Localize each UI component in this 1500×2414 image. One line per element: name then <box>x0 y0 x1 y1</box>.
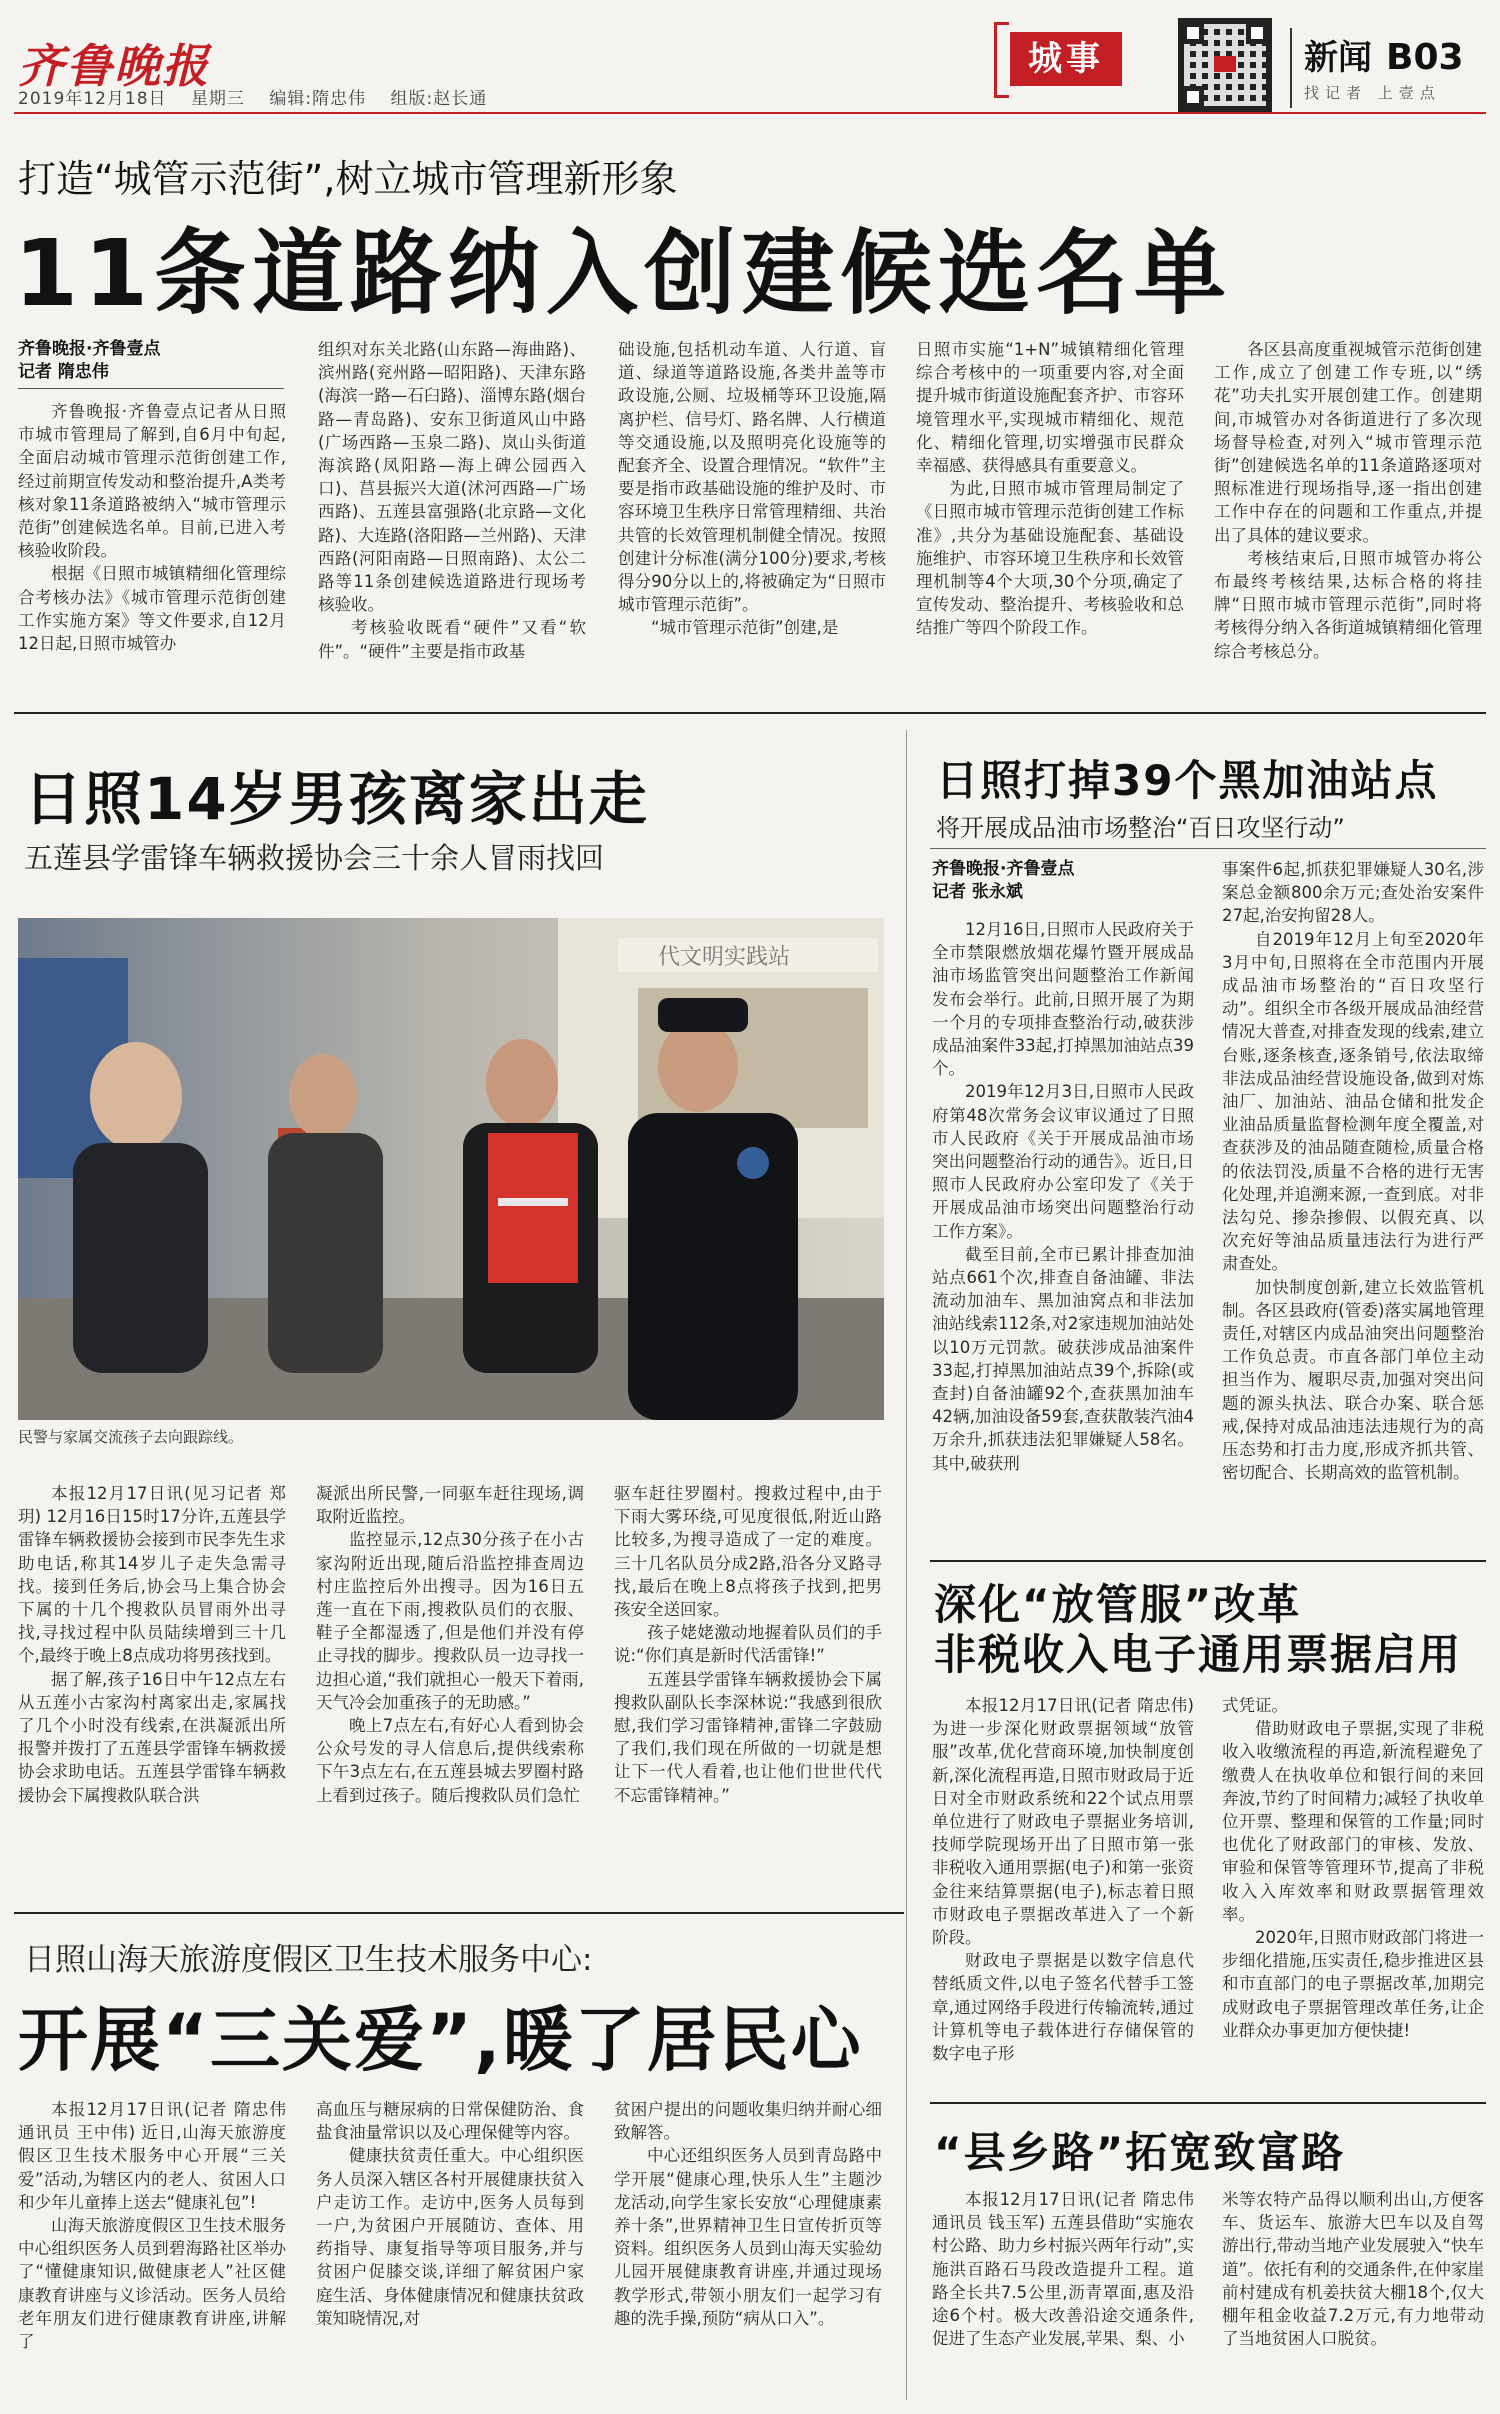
article1-col2-p2: 考核验收既看“硬件”又看“软件”。“硬件”主要是指市政基 <box>318 618 586 661</box>
page-label: 新闻 <box>1304 38 1372 78</box>
photo-sign-text: 代文明实践站 <box>658 945 791 970</box>
article6-col2-p1: 米等农特产品得以顺利出山,方便客车、货运车、旅游大巴车以及自驾游出行,带动当地产业发展驶入“快车道”。依托有利的交通条件,在仲家崖前村建成有机姜扶贫大棚18个,仅大棚年租金收益7.2万元,有力地带动了当地贫困人口脱贫。 <box>1222 2190 1484 2349</box>
article4-col1-p3: 截至目前,全市已累计排查加油站点661个次,排查自备油罐、非法流动加油车、黑加油窝点和非法加油站线索112条,对2家违规加油站处以10万元罚款。破获涉成品油案件33起,打掉黑加油站点39个,拆除(或查封)自备油罐92个,查获黑加油车42辆,加油设备59套,查获散装汽油4万余升,抓获违法犯罪嫌疑人58名。其中,破获刑 <box>932 1244 1194 1473</box>
article4-col2-p3: 加快制度创新,建立长效监管机制。各区县政府(管委)落实属地管理责任,对辖区内成品油突出问题整治工作负总责。市直各部门单位主动担当作为、履职尽责,加强对突出问题的源头执法、联合办案、联合惩戒,保持对成品油违法违规行为的高压态势和打击力度,形成齐抓共管、密切配合、长期高效的监管机制。 <box>1222 1277 1484 1483</box>
article1-col1-p2: 根据《日照市城镇精细化管理综合考核办法》《城市管理示范街创建工作实施方案》等文件要求,自12月12日起,日照市城管办 <box>18 564 286 654</box>
article1-col4-p2: 为此,日照市城市管理局制定了《日照市城市管理示范街创建工作标准》,共分为基础设施配套、基础设施维护、市容环境卫生秩序和长效管理机制等4个大项,30个分项,确定了宣传发动、整治提升、考核验收和总结推广等四个阶段工作。 <box>916 479 1184 638</box>
issue-editor: 编辑:隋忠伟 <box>269 89 367 109</box>
article1-kicker: 打造“城管示范街”,树立城市管理新形象 <box>18 157 678 201</box>
article6-col2 <box>1222 2188 1484 2398</box>
article2-col3-p3: 五莲县学雷锋车辆救援协会下属搜救队副队长李深林说:“我感到很欣慰,我们学习雷锋精神,雷锋二字鼓励了我们,我们现在所做的一切就是想让下一代人看着,也让他们世世代代不忘雷锋精神。” <box>614 1669 882 1805</box>
article5-col1-p2: 财政电子票据是以数字信息代替纸质文件,以电子签名代替手工签章,通过网络手段进行传输流转,通过计算机等电子载体进行存储保管的数字电子形 <box>932 1951 1194 2064</box>
article4-col2-p1: 事案件6起,抓获犯罪嫌疑人30名,涉案总金额800余万元;查处治安案件27起,治安拘留28人。 <box>1222 860 1484 926</box>
article5-col1-p1: 本报12月17日讯(记者 隋忠伟) 为进一步深化财政票据领域“放管服”改革,优化营商环境,加快制度创新,深化流程再造,日照市财政局于近日对全市财政系统和22个试点用票单位进行了财政电子票据业务培训,技师学院现场开出了日照市第一张非税收入通用票据(电子)和第一张资金往来结算票据(电子),标志着日照市财政电子票据改革进入了一个新阶段。 <box>932 1696 1194 1948</box>
article1-col4-p1: 日照市实施“1+N”城镇精细化管理综合考核中的一项重要内容,对全面提升城市街道设施配套齐护、市容环境管理水平,实现城市精细化、规范化、精细化管理,切实增强市民群众幸福感、获得感具有重要意义。 <box>916 340 1184 476</box>
qr-code-icon <box>1178 18 1272 112</box>
masthead-divider <box>1290 28 1292 108</box>
article5-col2-p2: 借助财政电子票据,实现了非税收入收缴流程的再造,新流程避免了缴费人在执收单位和银行间的来回奔波,节约了时间精力;减轻了执收单位开票、整理和保管的工作量;同时也优化了财政部门的审核、发放、审验和保管等管理环节,提高了非税收入入库效率和财政票据管理效率。 <box>1222 1719 1484 1924</box>
article1-bottom-rule <box>14 712 1486 714</box>
article4-col1 <box>932 918 1194 1540</box>
article1-col3-p1: 础设施,包括机动车道、人行道、盲道、绿道等道路设施,各类井盖等市政设施,公厕、垃圾桶等环卫设施,隔离护栏、信号灯、路名牌、人行横道等交通设施,以及照明亮化设施等的配套齐全、设置合理情况。“软件”主要是指市政基础设施的维护及时、市容环境卫生秩序日常管理精细、共治共管的长效管理机制健全情况。按照创建计分标准(满分100分)要求,考核得分90分以上的,将被确定为“日照市城市管理示范街”。 <box>618 340 886 615</box>
article1-col3-p2: “城市管理示范街”创建,是 <box>651 618 839 638</box>
page-note: 找记者 上壹点 <box>1304 84 1441 102</box>
article6-headline: “县乡路”拓宽致富路 <box>934 2128 1346 2177</box>
article5-col2 <box>1222 1694 1484 2088</box>
issue-weekday: 星期三 <box>190 89 245 109</box>
article3-col3-p2: 中心还组织医务人员到青岛路中学开展“健康心理,快乐人生”主题沙龙活动,向学生家长安放“心理健康素养十条”,世界精神卫生日宣传折页等资料。组织医务人员到山海天实验幼儿园开展健康教育讲座,并通过现场教学形式,带领小朋友们一起学习有趣的洗手操,预防“病从口入”。 <box>614 2146 882 2328</box>
byline-reporter: 记者 隋忠伟 <box>18 362 109 382</box>
issue-layout: 组版:赵长通 <box>390 89 488 109</box>
news-photo <box>18 918 884 1420</box>
article2-col1 <box>18 1482 286 1860</box>
article1-col4 <box>916 338 1184 690</box>
article1-col2 <box>318 338 586 690</box>
article1-col1-p1: 齐鲁晚报·齐鲁壹点记者从日照市城市管理局了解到,自6月中旬起,全面启动城市管理示范街创建工作,经过前期宣传发动和整治提升,A类考核对象11条道路被纳入“城市管理示范街”创建候选名单。目前,已进入考核验收阶段。 <box>18 402 286 561</box>
page-tag <box>1304 30 1464 79</box>
article3-col2 <box>316 2098 584 2398</box>
article4-col2 <box>1222 858 1484 1540</box>
article2-col3-p2: 孩子姥姥激动地握着队员们的手说:“你们真是新时代活雷锋!” <box>614 1623 882 1666</box>
article5-headline <box>934 1580 1462 1680</box>
article1-col1 <box>18 400 286 690</box>
article5-headline-line1: 深化“放管服”改革 <box>934 1580 1302 1629</box>
issue-date: 2019年12月18日 <box>18 89 167 109</box>
article3-col2-p2: 健康扶贫责任重大。中心组织医务人员深入辖区各村开展健康扶贫入户走访工作。走访中,医务人员每到一户,为贫困户开展随访、查体、用药指导、康复指导等项目服务,并与贫困户促膝交谈,详细了解贫困户家庭生活、身体健康情况和健康扶贫政策知晓情况,对 <box>316 2146 584 2328</box>
article4-col2-p2: 自2019年12月上旬至2020年3月中旬,日照将在全市范围内开展成品油市场整治的“百日攻坚行动”。组织全市各级开展成品油经营情况大普查,对排查发现的线索,建立台账,逐条核查,逐条销号,依法取缔非法成品油经营设施设备,做到对炼油厂、加油站、油品仓储和批发企业油品质量监督检测年度全覆盖,对查获涉及的油品随查随检,质量合格的依法罚没,质量不合格的进行无害化处理,并追溯来源,一查到底。对非法勾兑、掺杂掺假、以假充真、以次充好等油品质量违法行为进行严肃查处。 <box>1222 929 1484 1274</box>
article1-col3 <box>618 338 886 690</box>
article2-subhead: 五莲县学雷锋车辆救援协会三十余人冒雨找回 <box>24 841 605 875</box>
article3-col1-p2: 山海天旅游度假区卫生技术服务中心组织医务人员到碧海路社区举办了“懂健康知识,做健康老人”社区健康教育讲座与义诊活动。医务人员给老年朋友们进行健康教育讲座,讲解了 <box>18 2216 286 2352</box>
article5-col1 <box>932 1694 1194 2088</box>
article3-col1-p1: 本报12月17日讯(记者 隋忠伟 通讯员 王中伟) 近日,山海天旅游度假区卫生技术服务中心开展“三关爱”活动,为辖区内的老人、贫困人口和少年儿童捧上送去“健康礼包”! <box>18 2100 286 2212</box>
article1-col5-p2: 考核结束后,日照市城管办将公布最终考核结果,达标合格的将挂牌“日照市城市管理示范街”,同时将考核得分纳入各街道城镇精细化管理综合考核总分。 <box>1214 548 1482 661</box>
article4-subhead: 将开展成品油市场整治“百日攻坚行动” <box>936 814 1345 842</box>
article4-headline: 日照打掉39个黑加油站点 <box>936 756 1439 805</box>
article2-col2-p3: 晚上7点左右,有好心人看到协会公众号发的寻人信息后,提供线索称下午3点左右,在五莲县城去罗圈村路上看到过孩子。随后搜救队员们急忙 <box>316 1716 584 1805</box>
article2-col2 <box>316 1482 584 1860</box>
article1-byline <box>18 338 296 384</box>
article3-col1 <box>18 2098 286 2398</box>
article2-col3-p1: 驱车赶往罗圈村。搜救过程中,由于下雨大雾环绕,可见度很低,附近山路比较多,为搜寻造成了一定的难度。三十几名队员分成2路,沿各分叉路寻找,最后在晚上8点将孩子找到,把男孩安全送回家。 <box>614 1484 882 1620</box>
article4-byline <box>932 858 1192 904</box>
byline-rule <box>18 388 284 389</box>
article5-col2-p1: 式凭证。 <box>1222 1696 1288 1715</box>
article3-headline: 开展“三关爱”,暖了居民心 <box>18 1999 863 2081</box>
section-badge: 城事 <box>1010 32 1122 86</box>
article2-col2-p2: 监控显示,12点30分孩子在小古家沟附近出现,随后沿监控排查周边村庄监控后外出搜寻。因为16日五莲一直在下雨,搜救队员们的衣服、鞋子全都湿透了,但是他们并没有停止寻找的脚步。搜救队员一边寻找一边担心道,“我们就担心一般天下着雨,天气冷会加重孩子的无助感。” <box>316 1530 584 1712</box>
section-bracket <box>994 22 1009 98</box>
article5-bottom-rule <box>930 2102 1486 2104</box>
article4-sub-rule <box>930 848 1486 849</box>
page-number: B03 <box>1386 37 1464 78</box>
byline-outlet: 齐鲁晚报·齐鲁壹点 <box>18 339 161 359</box>
article1-col5 <box>1214 338 1482 690</box>
article4-bottom-rule <box>930 1560 1486 1562</box>
article2-col3 <box>614 1482 882 1860</box>
article3-col3-p1: 贫困户提出的问题收集归纳并耐心细致解答。 <box>614 2100 882 2143</box>
article6-col1-p1: 本报12月17日讯(记者 隋忠伟 通讯员 钱玉军) 五莲县借助“实施农村公路、助力乡村振兴两年行动”,实施洪百路石马段改造提升工程。道路全长共7.5公里,沥青罩面,惠及沿途6个村。极大改善沿途交通条件,促进了生态产业发展,苹果、梨、小 <box>932 2190 1194 2349</box>
article3-kicker: 日照山海天旅游度假区卫生技术服务中心: <box>24 1942 593 1978</box>
article5-col2-p3: 2020年,日照市财政部门将进一步细化措施,压实责任,稳步推进区县和市直部门的电子票据改革,加期完成财政电子票据管理改革任务,让企业群众办事更加方便快捷! <box>1222 1928 1484 2040</box>
article2-headline: 日照14岁男孩离家出走 <box>24 765 649 833</box>
article2-col1-p2: 据了解,孩子16日中午12点左右从五莲小古家沟村离家出走,家属找了几个小时没有线索,在洪凝派出所报警并拨打了五莲县学雷锋车辆救援协会求助电话。五莲县学雷锋车辆救援协会下属搜救队联合洪 <box>18 1669 286 1805</box>
byline-outlet: 齐鲁晚报·齐鲁壹点 <box>932 859 1075 879</box>
column-divider <box>906 730 907 2400</box>
article1-col2-p1: 组织对东关北路(山东路—海曲路)、滨州路(兖州路—昭阳路)、天津东路(海滨一路—石臼路)、淄博东路(烟台路—青岛路)、安东卫街道风山中路(广场西路—玉泉二路)、岚山头街道海滨路(凤阳路—海上碑公园西入口)、莒县振兴大道(沭河西路—广场西路)、五莲县富强路(北京路—文化路)、大连路(洛阳路—兰州路)、天津西路(河阳南路—日照南路)、太公二路等11条创建候选道路进行现场考核验收。 <box>318 340 586 615</box>
photo-illustration <box>18 918 884 1420</box>
article2-bottom-rule <box>14 1912 904 1914</box>
article3-col3 <box>614 2098 882 2398</box>
issue-line <box>18 84 505 109</box>
article4-col1-p2: 2019年12月3日,日照市人民政府第48次常务会议审议通过了日照市人民政府《关于开展成品油市场突出问题整治行动的通告》。近日,日照市人民政府办公室印发了《关于开展成品油市场突出问题整治行动工作方案》。 <box>932 1082 1194 1241</box>
article2-col1-p1: 本报12月17日讯(见习记者 郑玥) 12月16日15时17分许,五莲县学雷锋车辆救援协会接到市民李先生求助电话,称其14岁儿子走失急需寻找。接到任务后,协会马上集合协会下属的十几个搜救队员冒雨外出寻找,寻找过程中队员陆续增到三十几个,最终于晚上8点成功将男孩找到。 <box>18 1484 286 1666</box>
byline-reporter: 记者 张永斌 <box>932 882 1023 902</box>
article1-headline: 11条道路纳入创建候选名单 <box>14 220 1233 327</box>
article1-col5-p1: 各区县高度重视城管示范街创建工作,成立了创建工作专班,以“绣花”功夫扎实开展创建工作。创建期间,市城管办对各街道进行了多次现场督导检查,对列入“城市管理示范街”创建候选名单的11条道路逐项对照标准进行现场指导,逐一指出创建工作中存在的问题和工作重点,并提出了具体的建议要求。 <box>1214 340 1482 545</box>
article2-col2-p1: 凝派出所民警,一同驱车赶往现场,调取附近监控。 <box>316 1484 584 1527</box>
article3-col2-p1: 高血压与糖尿病的日常保健防治、食盐食油量常识以及心理保健等内容。 <box>316 2100 584 2143</box>
article6-col1 <box>932 2188 1194 2398</box>
newspaper-logo: 齐鲁晚报 <box>18 39 210 93</box>
photo-caption: 民警与家属交流孩子去向跟踪线。 <box>18 1428 244 1446</box>
top-rule <box>14 112 1486 114</box>
article4-col1-p1: 12月16日,日照市人民政府关于全市禁限燃放烟花爆竹暨开展成品油市场监管突出问题整治工作新闻发布会举行。此前,日照开展了为期一个月的专项排查整治行动,破获涉成品油案件33起,打掉黑加油站点39个。 <box>932 920 1194 1079</box>
article5-headline-line2: 非税收入电子通用票据启用 <box>934 1630 1463 1679</box>
